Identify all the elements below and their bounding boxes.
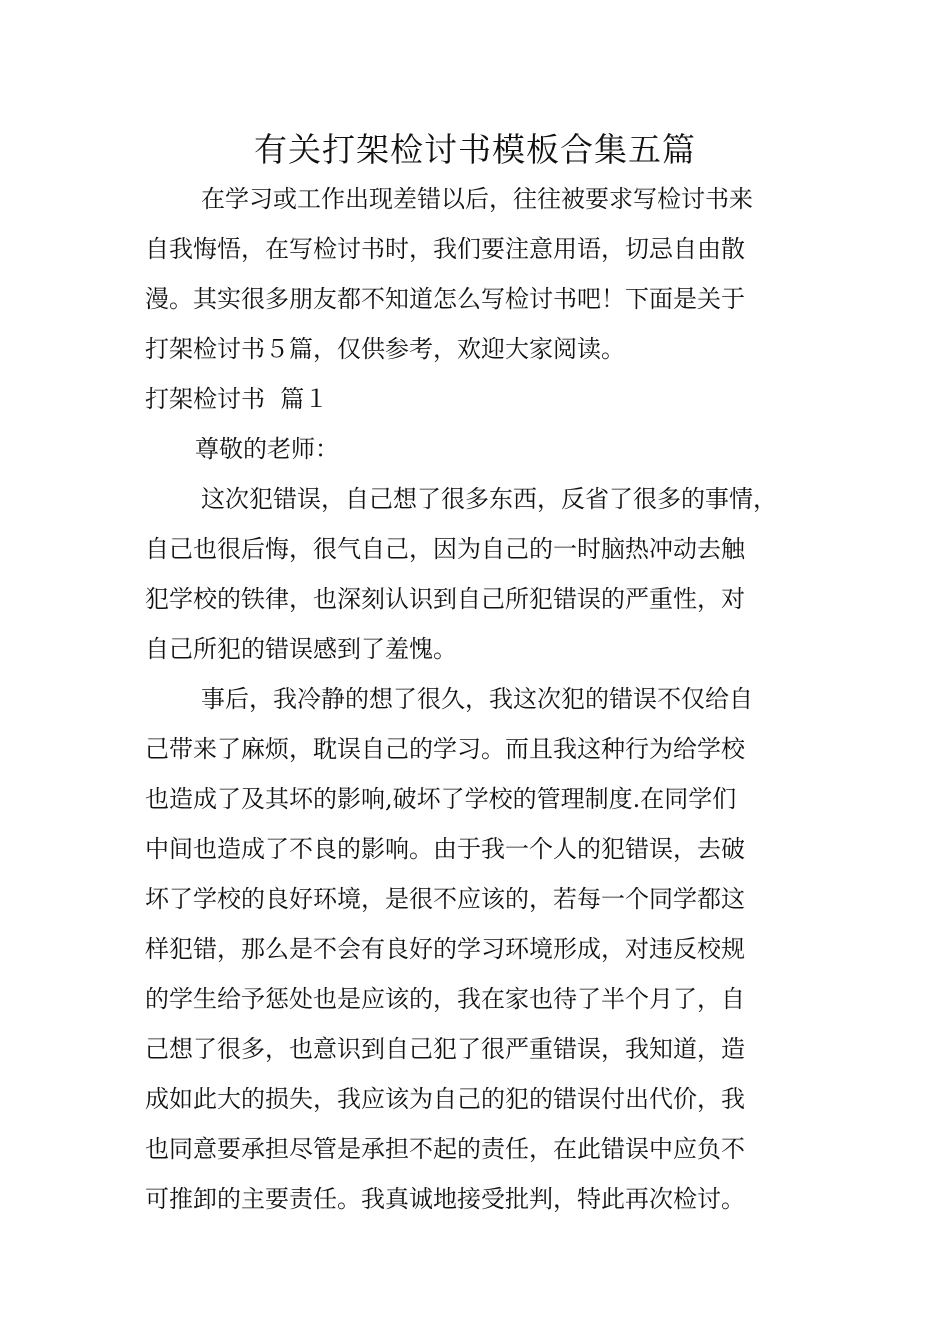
text-line: 中间也造成了不良的影响。由于我一个人的犯错误，去破 — [145, 835, 745, 863]
text-line: 也造成了及其坏的影响,破坏了学校的管理制度.在同学们 — [145, 785, 737, 813]
body-paragraph-2 — [145, 674, 810, 1224]
text-line: 坏了学校的良好环境，是很不应该的，若每一个同学都这 — [145, 885, 745, 913]
text-line: 自己也很后悔，很气自己，因为自己的一时脑热冲动去触 — [145, 535, 745, 563]
text-line: 成如此大的损失，我应该为自己的犯的错误付出代价，我 — [145, 1085, 745, 1113]
text-line: 这次犯错误，自己想了很多东西，反省了很多的事情， — [201, 485, 777, 513]
text-line: 犯学校的铁律，也深刻认识到自己所犯错误的严重性，对 — [145, 585, 745, 613]
text-line: 的学生给予惩处也是应该的，我在家也待了半个月了，自 — [145, 985, 745, 1013]
text-line: 自己所犯的错误感到了羞愧。 — [145, 635, 457, 663]
section-heading: 打架检讨书 篇１ — [145, 385, 329, 413]
body-paragraph-1 — [145, 474, 810, 674]
text-line: 样犯错，那么是不会有良好的学习环境形成，对违反校规 — [145, 935, 745, 963]
document-title: 有关打架检讨书模板合集五篇 — [254, 130, 696, 169]
salutation: 尊敬的老师： — [195, 435, 339, 463]
text-line: 事后，我冷静的想了很久，我这次犯的错误不仅给自 — [201, 685, 753, 713]
text-line: 己想了很多，也意识到自己犯了很严重错误，我知道，造 — [145, 1035, 745, 1063]
text-line: 可推卸的主要责任。我真诚地接受批判，特此再次检讨。 — [145, 1185, 745, 1213]
text-line: 自我悔悟，在写检讨书时，我们要注意用语，切忌自由散 — [145, 235, 745, 263]
intro-paragraph — [145, 174, 810, 374]
text-line: 己带来了麻烦，耽误自己的学习。而且我这种行为给学校 — [145, 735, 745, 763]
text-line: 在学习或工作出现差错以后，往往被要求写检讨书来 — [201, 185, 753, 213]
text-line: 漫。其实很多朋友都不知道怎么写检讨书吧！下面是关于 — [145, 285, 745, 313]
text-line: 也同意要承担尽管是承担不起的责任，在此错误中应负不 — [145, 1135, 745, 1163]
text-line: 打架检讨书５篇，仅供参考，欢迎大家阅读。 — [145, 335, 625, 363]
